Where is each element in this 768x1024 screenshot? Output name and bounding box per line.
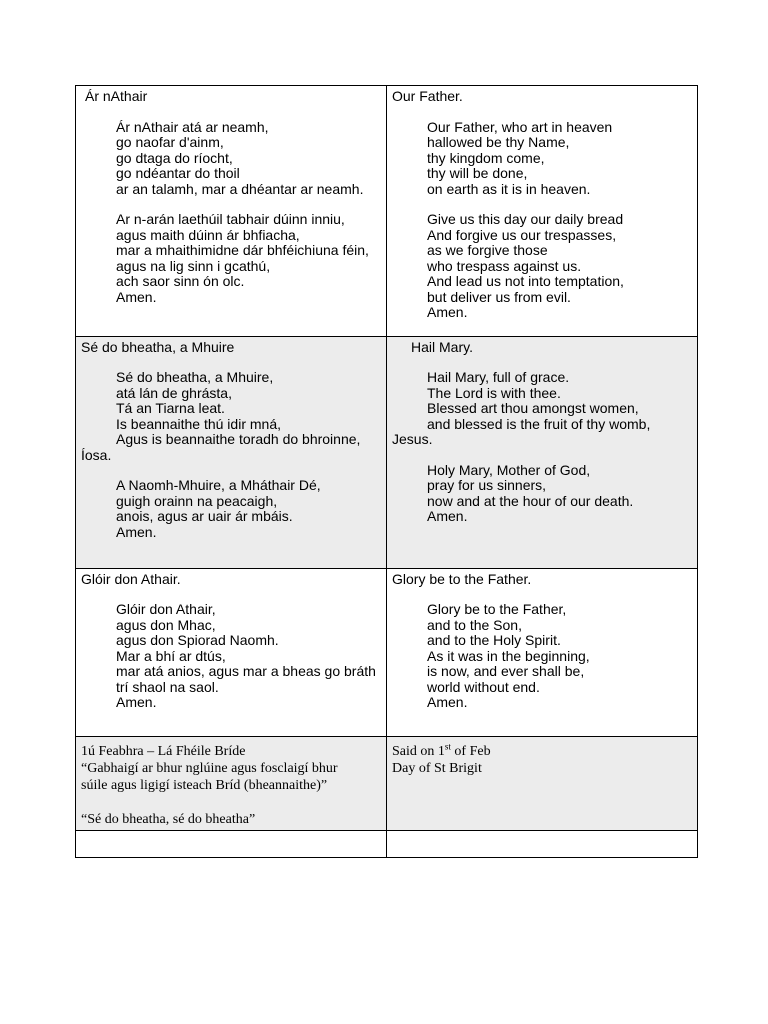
verse-line: and to the Holy Spirit. — [427, 632, 561, 648]
verse-line: is now, and ever shall be, — [427, 663, 585, 679]
table-row-our-father — [76, 86, 698, 337]
stanza — [392, 463, 692, 525]
cell-title: Our Father. — [392, 88, 463, 104]
verse-line: Our Father, who art in heaven — [427, 118, 613, 135]
verse-line: Tá an Tiarna leat. — [116, 400, 225, 416]
verse-line: Amen. — [116, 694, 157, 710]
verse-line: Amen. — [116, 288, 157, 305]
verse-line: pray for us sinners, — [427, 477, 547, 493]
verse-line: Ar n-arán laethúil tabhair dúinn inniu, — [116, 211, 345, 227]
table-row-empty — [76, 830, 698, 857]
verse-line: agus don Mhac, — [116, 616, 216, 633]
verse-line: Glory be to the Father, — [427, 601, 567, 617]
verse-line: Amen. — [427, 508, 468, 524]
verse-line: and blessed is the fruit of thy womb, — [427, 415, 651, 432]
verse-line: mar atá anios, agus mar a bheas go bráth — [116, 663, 376, 679]
brigid-quote-line: súile agus ligigí isteach Bríd (bheannaithe)” — [81, 777, 328, 793]
verse-line: world without end. — [427, 678, 540, 695]
verse-line: And lead us not into temptation, — [427, 273, 624, 289]
cell-irish-glory-be — [76, 568, 387, 736]
stanza — [81, 478, 381, 540]
cell-irish-our-father — [76, 86, 387, 337]
verse-line: atá lán de ghrásta, — [116, 384, 232, 401]
verse-line: agus maith dúinn ár bhfiacha, — [116, 226, 300, 243]
verse-line: thy kingdom come, — [427, 149, 545, 166]
verse-line: ach saor sinn ón olc. — [116, 273, 245, 289]
verse-line: anois, agus ar uair ár mbáis. — [116, 508, 293, 524]
verse-line: hallowed be thy Name, — [427, 134, 570, 150]
verse-line: Íosa. — [81, 446, 112, 463]
cell-english-our-father — [387, 86, 698, 337]
verse-line: on earth as it is in heaven. — [427, 180, 591, 197]
verse-line: and to the Son, — [427, 616, 522, 633]
stanza — [81, 212, 381, 305]
verse-line: Ár nAthair atá ar neamh, — [116, 118, 269, 135]
verse-line: guigh orainn na peacaigh, — [116, 492, 278, 509]
verse-line: thy will be done, — [427, 165, 528, 181]
spacer — [81, 794, 381, 811]
verse-line: A Naomh-Mhuire, a Mháthair Dé, — [116, 477, 321, 493]
cell-irish-hail-mary — [76, 336, 387, 568]
brigid-date-prefix: Said on 1 — [392, 743, 445, 759]
verse-line: And forgive us our trespasses, — [427, 226, 617, 243]
table-row-hail-mary — [76, 336, 698, 568]
verse-line: go ndéantar do thoil — [116, 165, 240, 181]
stanza — [81, 602, 381, 711]
stanza — [392, 212, 692, 321]
verse-line: Amen. — [427, 694, 468, 710]
brigid-date-ordinal: st — [444, 740, 451, 751]
table-row-glory-be — [76, 568, 698, 736]
verse-line: Blessed art thou amongst women, — [427, 400, 639, 416]
cell-irish-brigid — [76, 736, 387, 830]
brigid-greeting: “Sé do bheatha, sé do bheatha” — [81, 811, 256, 827]
brigid-quote-line: “Gabhaigí ar bhur nglúine agus fosclaigí bhur — [81, 760, 338, 776]
verse-line: agus don Spiorad Naomh. — [116, 632, 279, 648]
cell-english-brigid — [387, 736, 698, 830]
brigid-heading: 1ú Feabhra – Lá Fhéile Bríde — [81, 743, 246, 759]
verse-line: but deliver us from evil. — [427, 288, 571, 305]
verse-line: go naofar d'ainm, — [116, 134, 224, 150]
verse-line: Amen. — [116, 523, 157, 540]
verse-line: ar an talamh, mar a dhéantar ar neamh. — [116, 180, 364, 197]
verse-line: The Lord is with thee. — [427, 384, 561, 401]
verse-line: Holy Mary, Mother of God, — [427, 461, 591, 478]
verse-line: Give us this day our daily bread — [427, 211, 624, 227]
stanza — [392, 602, 692, 711]
verse-line: now and at the hour of our death. — [427, 492, 634, 509]
cell-title: Glóir don Athair. — [81, 570, 181, 587]
cell-title: Glory be to the Father. — [392, 570, 532, 587]
verse-line: Is beannaithe thú idir mná, — [116, 415, 281, 432]
cell-english-glory-be — [387, 568, 698, 736]
brigid-date-suffix: of Feb — [450, 743, 491, 759]
verse-line: Mar a bhí ar dtús, — [116, 647, 226, 664]
cell-title: Hail Mary. — [411, 338, 473, 355]
stanza — [81, 120, 381, 198]
stanza — [392, 120, 692, 198]
verse-line: as we forgive those — [427, 242, 548, 258]
verse-line: who trespass against us. — [427, 257, 582, 274]
verse-line: agus na lig sinn i gcathú, — [116, 257, 271, 274]
verse-line: Hail Mary, full of grace. — [427, 369, 570, 385]
empty-cell — [387, 830, 698, 857]
table-row-st-brigid — [76, 736, 698, 830]
brigid-date — [392, 740, 692, 760]
cell-english-hail-mary — [387, 336, 698, 568]
brigid-day: Day of St Brigit — [392, 760, 482, 776]
verse-line: Glóir don Athair, — [116, 601, 216, 617]
verse-line: go dtaga do ríocht, — [116, 149, 233, 166]
verse-line: Agus is beannaithe toradh do bhroinne, — [116, 431, 361, 447]
verse-line: mar a mhaithimidne dár bhféichiuna féin, — [116, 242, 369, 258]
stanza — [392, 370, 692, 448]
verse-line: Amen. — [427, 304, 468, 320]
cell-title: Sé do bheatha, a Mhuire — [81, 338, 235, 355]
verse-line: trí shaol na saol. — [116, 678, 219, 695]
cell-title: Ár nAthair — [85, 88, 148, 104]
verse-line: Jesus. — [392, 431, 433, 447]
verse-line: As it was in the beginning, — [427, 647, 590, 664]
empty-cell — [76, 830, 387, 857]
stanza — [81, 370, 381, 463]
verse-line: Sé do bheatha, a Mhuire, — [116, 369, 274, 385]
prayer-table — [75, 85, 698, 858]
